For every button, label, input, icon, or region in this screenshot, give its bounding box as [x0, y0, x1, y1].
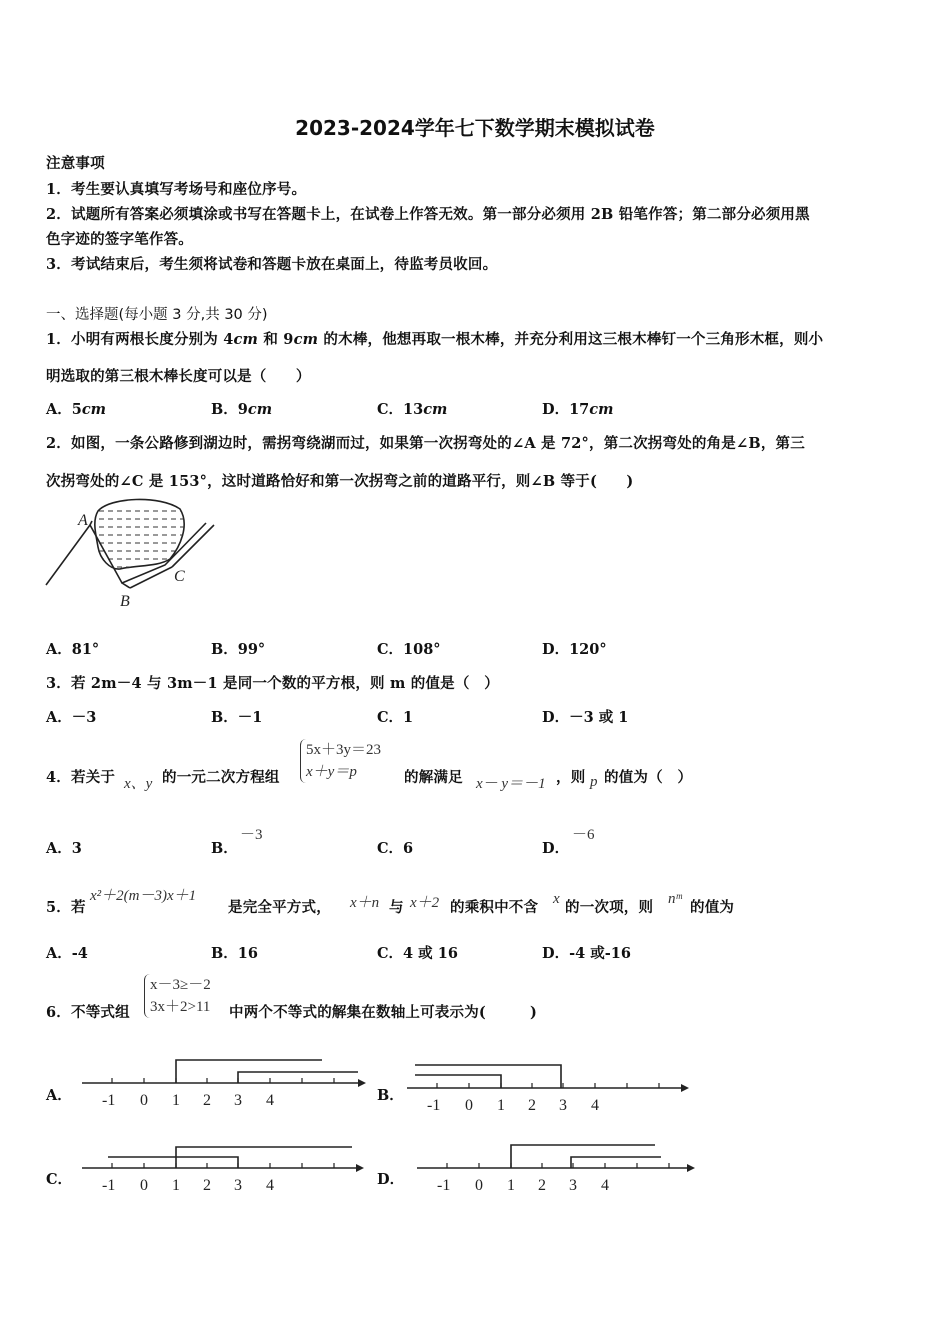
q4-option-b[interactable]: B． — [211, 840, 238, 857]
q4-text-e: 的值为（ ） — [604, 769, 693, 786]
label-c: C — [174, 568, 185, 585]
tick-d-1: 1 — [507, 1177, 515, 1194]
q2-option-a[interactable]: A．81° — [46, 641, 100, 658]
q5-text-a: 5．若 — [46, 899, 86, 916]
tick-b-1: 1 — [497, 1097, 505, 1114]
road-inner — [90, 521, 92, 525]
q5-expr3: x＋2 — [410, 895, 440, 911]
tick-a-3: 3 — [234, 1092, 242, 1109]
q2-line1: 2．如图，一条公路修到湖边时，需拐弯绕湖而过，如果第一次拐弯处的∠A 是 72°，第二次拐弯处的角是∠B，第三 — [46, 435, 805, 452]
q4-eq1: 5x＋3y＝23 — [306, 742, 382, 758]
q2-option-d[interactable]: D．120° — [542, 641, 607, 658]
q3-option-b[interactable]: B．－1 — [211, 709, 263, 726]
q4-condition: x－ y＝－1 — [476, 776, 546, 792]
tick-a-0: 0 — [140, 1092, 148, 1109]
tick-b-m1: -1 — [427, 1097, 441, 1114]
tick-b-4: 4 — [591, 1097, 599, 1114]
tick-c-0: 0 — [140, 1177, 148, 1194]
q4-equation-system — [300, 739, 381, 783]
notice-item-3: 3．考试结束后，考生须将试卷和答题卡放在桌面上，待监考员收回。 — [46, 256, 498, 273]
q6-text-a: 6．不等式组 — [46, 1004, 130, 1021]
q1-option-b[interactable]: B．9cm — [211, 401, 273, 418]
q2-line2: 次拐弯处的∠C 是 153°，这时道路恰好和第一次拐弯之前的道路平行，则∠B 等于( ) — [46, 473, 634, 490]
notice-item-2-cont: 色字迹的签字笔作答。 — [46, 231, 193, 248]
q6-ineq2: 3x＋2>11 — [150, 999, 211, 1015]
tick-c-2: 2 — [203, 1177, 211, 1194]
tick-c-m1: -1 — [102, 1177, 116, 1194]
q6-text-b: 中两个不等式的解集在数轴上可表示为( ) — [229, 1004, 538, 1021]
q4-text-b: 的一元二次方程组 — [162, 769, 280, 786]
tick-a-1: 1 — [172, 1092, 180, 1109]
q6-option-d[interactable]: D． — [377, 1171, 405, 1188]
q1-option-c[interactable]: C．13cm — [377, 401, 448, 418]
q5-text-f: 的值为 — [690, 899, 735, 916]
q6-option-b[interactable]: B． — [377, 1087, 404, 1104]
q5-text-b: 是完全平方式， — [228, 899, 331, 916]
q1-line2: 明选取的第三根木棒长度可以是（ ） — [46, 368, 311, 385]
q4-text-c: 的解满足 — [404, 769, 463, 786]
q1-line1: 1．小明有两根长度分别为 4cm 和 9cm 的木棒，他想再取一根木棒，并充分利用这三根木棒钉一个三角形木框，则小 — [46, 331, 824, 348]
q4-text-a: 4．若关于 — [46, 769, 116, 786]
tick-d-4: 4 — [601, 1177, 609, 1194]
tick-b-2: 2 — [528, 1097, 536, 1114]
q6-ineq1: x－3≥－2 — [150, 977, 211, 993]
q2-option-b[interactable]: B．99° — [211, 641, 266, 658]
notice-heading: 注意事项 — [46, 155, 105, 172]
tick-d-2: 2 — [538, 1177, 546, 1194]
q6-number-line-b — [405, 1055, 695, 1120]
q3-option-c[interactable]: C．1 — [377, 709, 414, 726]
q4-eq2: x＋y＝p — [306, 764, 357, 780]
q5-nm: nᵐ — [668, 891, 682, 907]
q4-option-b-value: －3 — [240, 827, 263, 843]
q3-text: 3．若 2m－4 与 3m－1 是同一个数的平方根，则 m 的值是（ ） — [46, 675, 499, 692]
q4-option-c[interactable]: C．6 — [377, 840, 414, 857]
tick-a-4: 4 — [266, 1092, 274, 1109]
q4-vars: x、y — [124, 776, 153, 792]
tick-d-3: 3 — [569, 1177, 577, 1194]
q2-lake-road-figure — [40, 495, 220, 615]
tick-b-3: 3 — [559, 1097, 567, 1114]
q5-option-d[interactable]: D．-4 或-16 — [542, 945, 631, 962]
q5-text-d: 的乘积中不含 — [450, 899, 539, 916]
q2-option-c[interactable]: C．108° — [377, 641, 441, 658]
q5-text-e: 的一次项，则 — [565, 899, 654, 916]
notice-item-2: 2．试题所有答案必须填涂或书写在答题卡上，在试卷上作答无效。第一部分必须用 2B 铅笔作答；第二部分必须用黑 — [46, 206, 810, 223]
q6-option-a[interactable]: A． — [46, 1087, 72, 1104]
tick-a-m1: -1 — [102, 1092, 116, 1109]
q6-number-line-c — [80, 1135, 370, 1200]
q6-number-line-a — [80, 1050, 370, 1115]
q5-option-a[interactable]: A．-4 — [46, 945, 88, 962]
q5-option-c[interactable]: C．4 或 16 — [377, 945, 458, 962]
tick-c-4: 4 — [266, 1177, 274, 1194]
q4-option-a[interactable]: A．3 — [46, 840, 82, 857]
q5-option-b[interactable]: B．16 — [211, 945, 258, 962]
tick-c-3: 3 — [234, 1177, 242, 1194]
q6-number-line-d — [415, 1135, 705, 1200]
q3-option-a[interactable]: A．－3 — [46, 709, 97, 726]
q5-expr2: x＋n — [350, 895, 380, 911]
notice-item-1: 1．考生要认真填写考场号和座位序号。 — [46, 181, 307, 198]
tick-d-0: 0 — [475, 1177, 483, 1194]
q5-x: x — [553, 891, 560, 907]
q4-text-d: ，则 — [556, 769, 586, 786]
q6-inequality-system — [144, 974, 211, 1018]
tick-a-2: 2 — [203, 1092, 211, 1109]
q1-option-d[interactable]: D．17cm — [542, 401, 614, 418]
label-a: A — [78, 512, 88, 529]
tick-b-0: 0 — [465, 1097, 473, 1114]
page-title: 2023-2024学年七下数学期末模拟试卷 — [295, 116, 655, 140]
q3-option-d[interactable]: D．－3 或 1 — [542, 709, 629, 726]
q4-option-d-value: －6 — [572, 827, 595, 843]
q5-text-c: 与 — [389, 899, 404, 916]
q1-option-a[interactable]: A．5cm — [46, 401, 107, 418]
tick-c-1: 1 — [172, 1177, 180, 1194]
q4-p: p — [590, 774, 598, 790]
q4-option-d[interactable]: D． — [542, 840, 570, 857]
section-heading: 一、选择题(每小题 3 分,共 30 分) — [46, 307, 268, 323]
label-b: B — [120, 593, 130, 610]
tick-d-m1: -1 — [437, 1177, 451, 1194]
q5-expr: x²＋2(m－3)x＋1 — [90, 888, 197, 904]
q6-option-c[interactable]: C． — [46, 1171, 73, 1188]
